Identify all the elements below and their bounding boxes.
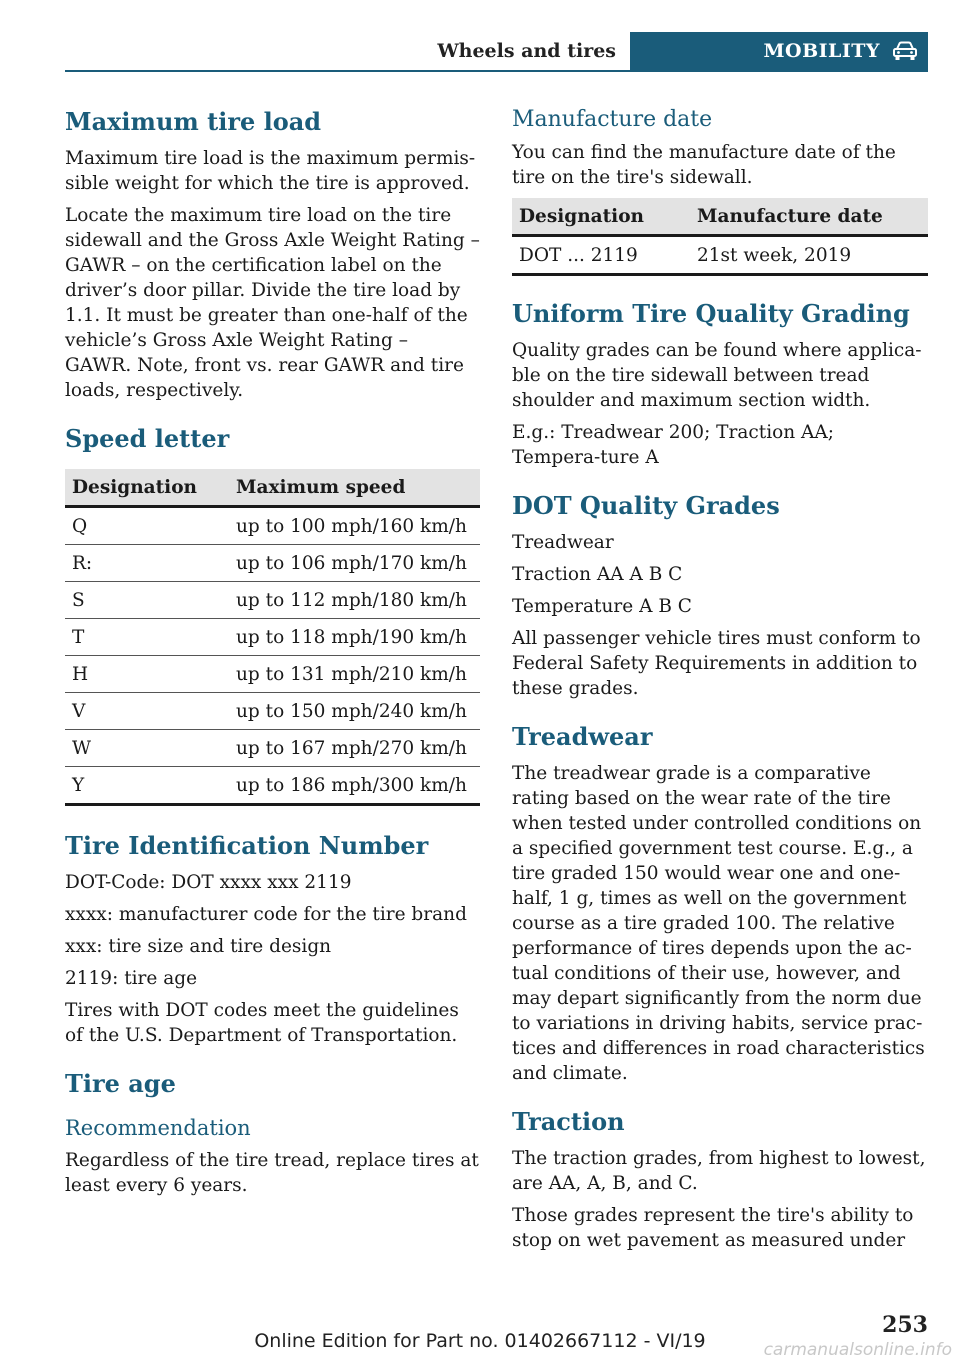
dot-line: Traction AA A B C	[512, 564, 683, 585]
table-cell: Y	[65, 767, 229, 805]
table-cell: up to 167 mph/270 km/h	[229, 730, 480, 767]
max-tire-load-heading: Maximum tire load	[65, 107, 322, 136]
left-column	[65, 106, 480, 1205]
watermark: carmanualsonline.info	[763, 1340, 952, 1360]
dot-line: Treadwear	[512, 532, 614, 553]
utqg-p2: E.g.: Treadwear 200; Traction AA; Tempera-ture A	[512, 422, 834, 468]
recommendation-subheading: Recommendation	[65, 1116, 251, 1140]
traction-heading: Traction	[512, 1107, 625, 1136]
dot-line: All passenger vehicle tires must conform to Federal Safety Requirements in addition to these grades.	[512, 628, 921, 699]
manufacture-date-heading: Manufacture date	[512, 107, 713, 132]
tin-line: xxx: tire size and tire design	[65, 936, 332, 957]
table-header-cell: Maximum speed	[229, 469, 480, 507]
table-cell: T	[65, 619, 229, 656]
table-row	[65, 582, 480, 619]
table-header-cell: Designation	[65, 469, 229, 507]
header-rule	[65, 70, 928, 72]
manufacture-date-table	[512, 198, 928, 276]
table-cell: 21st week, 2019	[690, 236, 928, 275]
table-header-row	[512, 198, 928, 236]
tire-age-text: Regardless of the tire tread, replace tires at least every 6 years.	[65, 1150, 479, 1196]
tin-line: Tires with DOT codes meet the guidelines of the U.S. Department of Transportation.	[65, 1000, 459, 1046]
table-row	[65, 619, 480, 656]
chapter-label: MOBILITY	[763, 40, 880, 62]
right-column	[512, 106, 928, 1260]
dot-line: Temperature A B C	[512, 596, 692, 617]
page-number: 253	[882, 1312, 928, 1338]
tire-age-heading: Tire age	[65, 1069, 176, 1098]
treadwear-heading: Treadwear	[512, 722, 653, 751]
edition-line: Online Edition for Part no. 01402667112 - VI/19	[254, 1330, 706, 1352]
table-cell: up to 186 mph/300 km/h	[229, 767, 480, 805]
running-header-section: Wheels and tires	[437, 40, 616, 62]
running-header-chapter	[630, 32, 928, 70]
table-row	[65, 693, 480, 730]
dot-grades-heading: DOT Quality Grades	[512, 491, 780, 520]
table-cell: up to 112 mph/180 km/h	[229, 582, 480, 619]
table-cell: up to 150 mph/240 km/h	[229, 693, 480, 730]
table-row	[65, 730, 480, 767]
table-row	[65, 656, 480, 693]
tin-heading: Tire Identification Number	[65, 831, 429, 860]
table-cell: W	[65, 730, 229, 767]
max-tire-load-p2: Locate the maximum tire load on the tire sidewall and the Gross Axle Weight Rating – GAWR – on the certification label on the driver’s door pillar. Divide the tire load by 1.1. It must be greater than one-half of the vehicle’s Gross Axle Weight Rating – GAWR. Note, front vs. rear GAWR and tire loads, respectively.	[65, 205, 480, 401]
traction-p2: Those grades represent the tire's ability to stop on wet pavement as measured under	[512, 1205, 914, 1251]
table-cell: DOT ... 2119	[512, 236, 690, 275]
table-cell: S	[65, 582, 229, 619]
speed-letter-table	[65, 469, 480, 806]
tin-line: xxxx: manufacturer code for the tire brand	[65, 904, 467, 925]
table-header-row	[65, 469, 480, 507]
traction-p1: The traction grades, from highest to lowest, are AA, A, B, and C.	[512, 1148, 926, 1194]
table-cell: H	[65, 656, 229, 693]
table-header-cell: Designation	[512, 198, 690, 236]
car-icon	[892, 40, 918, 62]
tin-line: DOT-Code: DOT xxxx xxx 2119	[65, 872, 352, 893]
table-cell: up to 131 mph/210 km/h	[229, 656, 480, 693]
utqg-heading: Uniform Tire Quality Grading	[512, 299, 910, 328]
table-cell: V	[65, 693, 229, 730]
manufacture-date-text: You can find the manufacture date of the tire on the tire's sidewall.	[512, 142, 896, 188]
table-cell: R:	[65, 545, 229, 582]
table-cell: up to 106 mph/170 km/h	[229, 545, 480, 582]
treadwear-text: The treadwear grade is a comparative rating based on the wear rate of the tire when tested under controlled conditions on a specified government test course. E.g., a tire graded 150 would wear one and one-half, 1 g, times as well on the government course as a tire graded 100. The relative performance of tires depends upon the ac-tual conditions of their use, however, and may depart significantly from the norm due to variations in driving habits, service prac-tices and differences in road characteristics and climate.	[512, 763, 925, 1084]
table-cell: up to 118 mph/190 km/h	[229, 619, 480, 656]
table-cell: Q	[65, 507, 229, 545]
table-cell: up to 100 mph/160 km/h	[229, 507, 480, 545]
table-row	[65, 507, 480, 545]
utqg-p1: Quality grades can be found where applica-ble on the tire sidewall between tread shoulder and maximum section width.	[512, 340, 922, 411]
max-tire-load-p1: Maximum tire load is the maximum permis-sible weight for which the tire is approved.	[65, 148, 476, 194]
tin-line: 2119: tire age	[65, 968, 198, 989]
table-row	[65, 767, 480, 805]
table-header-cell: Manufacture date	[690, 198, 928, 236]
table-row	[512, 236, 928, 275]
table-row	[65, 545, 480, 582]
speed-letter-heading: Speed letter	[65, 424, 230, 453]
